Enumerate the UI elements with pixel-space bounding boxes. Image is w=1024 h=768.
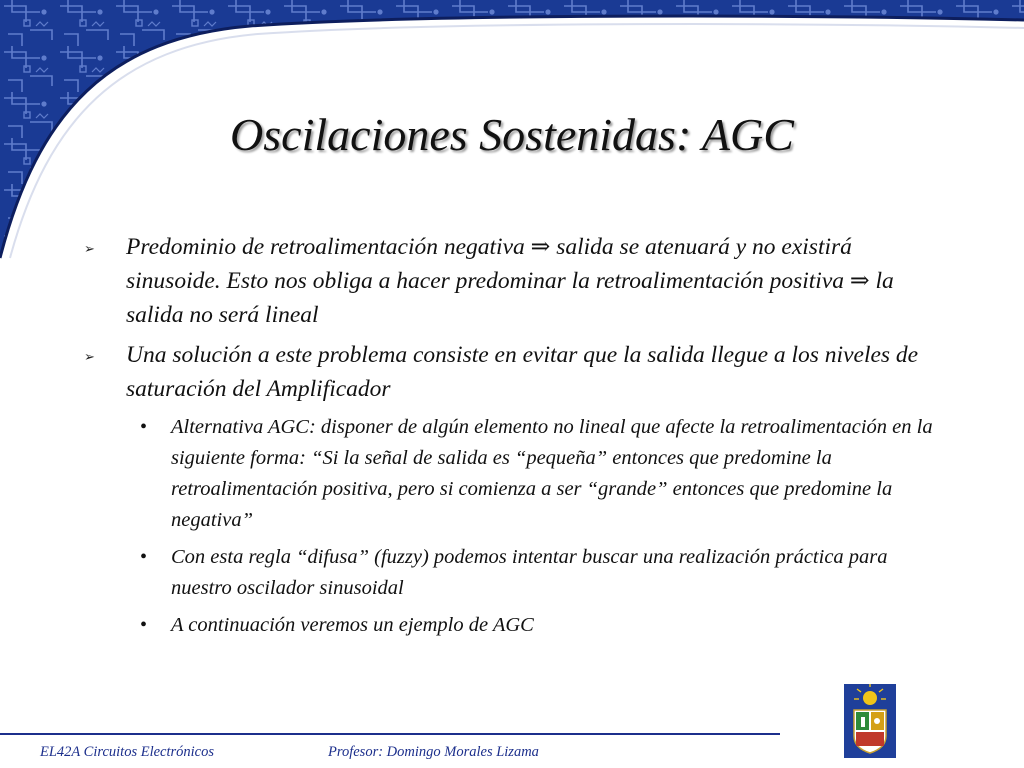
bullet-text-part-a: Predominio de retroalimentación negativa bbox=[126, 234, 531, 260]
bullet-negative-feedback bbox=[84, 230, 944, 332]
sub-bullet-agc-example bbox=[84, 610, 944, 641]
bullet-solution bbox=[84, 338, 944, 406]
university-crest-icon bbox=[844, 684, 896, 758]
sub-bullet-text: Alternativa AGC: disponer de algún elemento no lineal que afecte la retroalimentación en la siguiente forma: “Si la señal de salida es “pequeña” entonces que predomine la retroalimentación positiva, pero si comienza a ser “grande” entonces que predomine la negativa” bbox=[171, 416, 933, 531]
footer-divider bbox=[0, 733, 780, 735]
implies-symbol: ⇒ bbox=[530, 234, 551, 260]
slide-body bbox=[84, 230, 944, 647]
footer-professor: Profesor: Domingo Morales Lizama bbox=[328, 744, 539, 760]
arrowhead-bullet-icon: ➢ bbox=[84, 349, 95, 364]
sub-bullet-fuzzy-rule bbox=[84, 542, 944, 604]
footer-course: EL42A Circuitos Electrónicos bbox=[40, 744, 214, 760]
dot-bullet-icon: • bbox=[140, 546, 148, 568]
bullet-text: Una solución a este problema consiste en evitar que la salida llegue a los niveles de saturación del Amplificador bbox=[126, 342, 919, 402]
bullet-text-part-c: la salida no será lineal bbox=[126, 268, 894, 328]
slide-title: Oscilaciones Sostenidas: AGC bbox=[230, 109, 794, 160]
bullet-text-part-b: salida se atenuará y no existirá sinusoide. Esto nos obliga a hacer predominar la retroalimentación positiva bbox=[126, 234, 852, 294]
dot-bullet-icon: • bbox=[140, 416, 148, 438]
dot-bullet-icon: • bbox=[140, 614, 148, 636]
arrowhead-bullet-icon: ➢ bbox=[84, 241, 95, 256]
sub-bullet-agc-alternative bbox=[84, 412, 944, 536]
sub-bullet-text: Con esta regla “difusa” (fuzzy) podemos intentar buscar una realización práctica para nuestro oscilador sinusoidal bbox=[171, 546, 888, 599]
sub-bullet-text: A continuación veremos un ejemplo de AGC bbox=[171, 614, 534, 636]
implies-symbol: ⇒ bbox=[849, 268, 870, 294]
